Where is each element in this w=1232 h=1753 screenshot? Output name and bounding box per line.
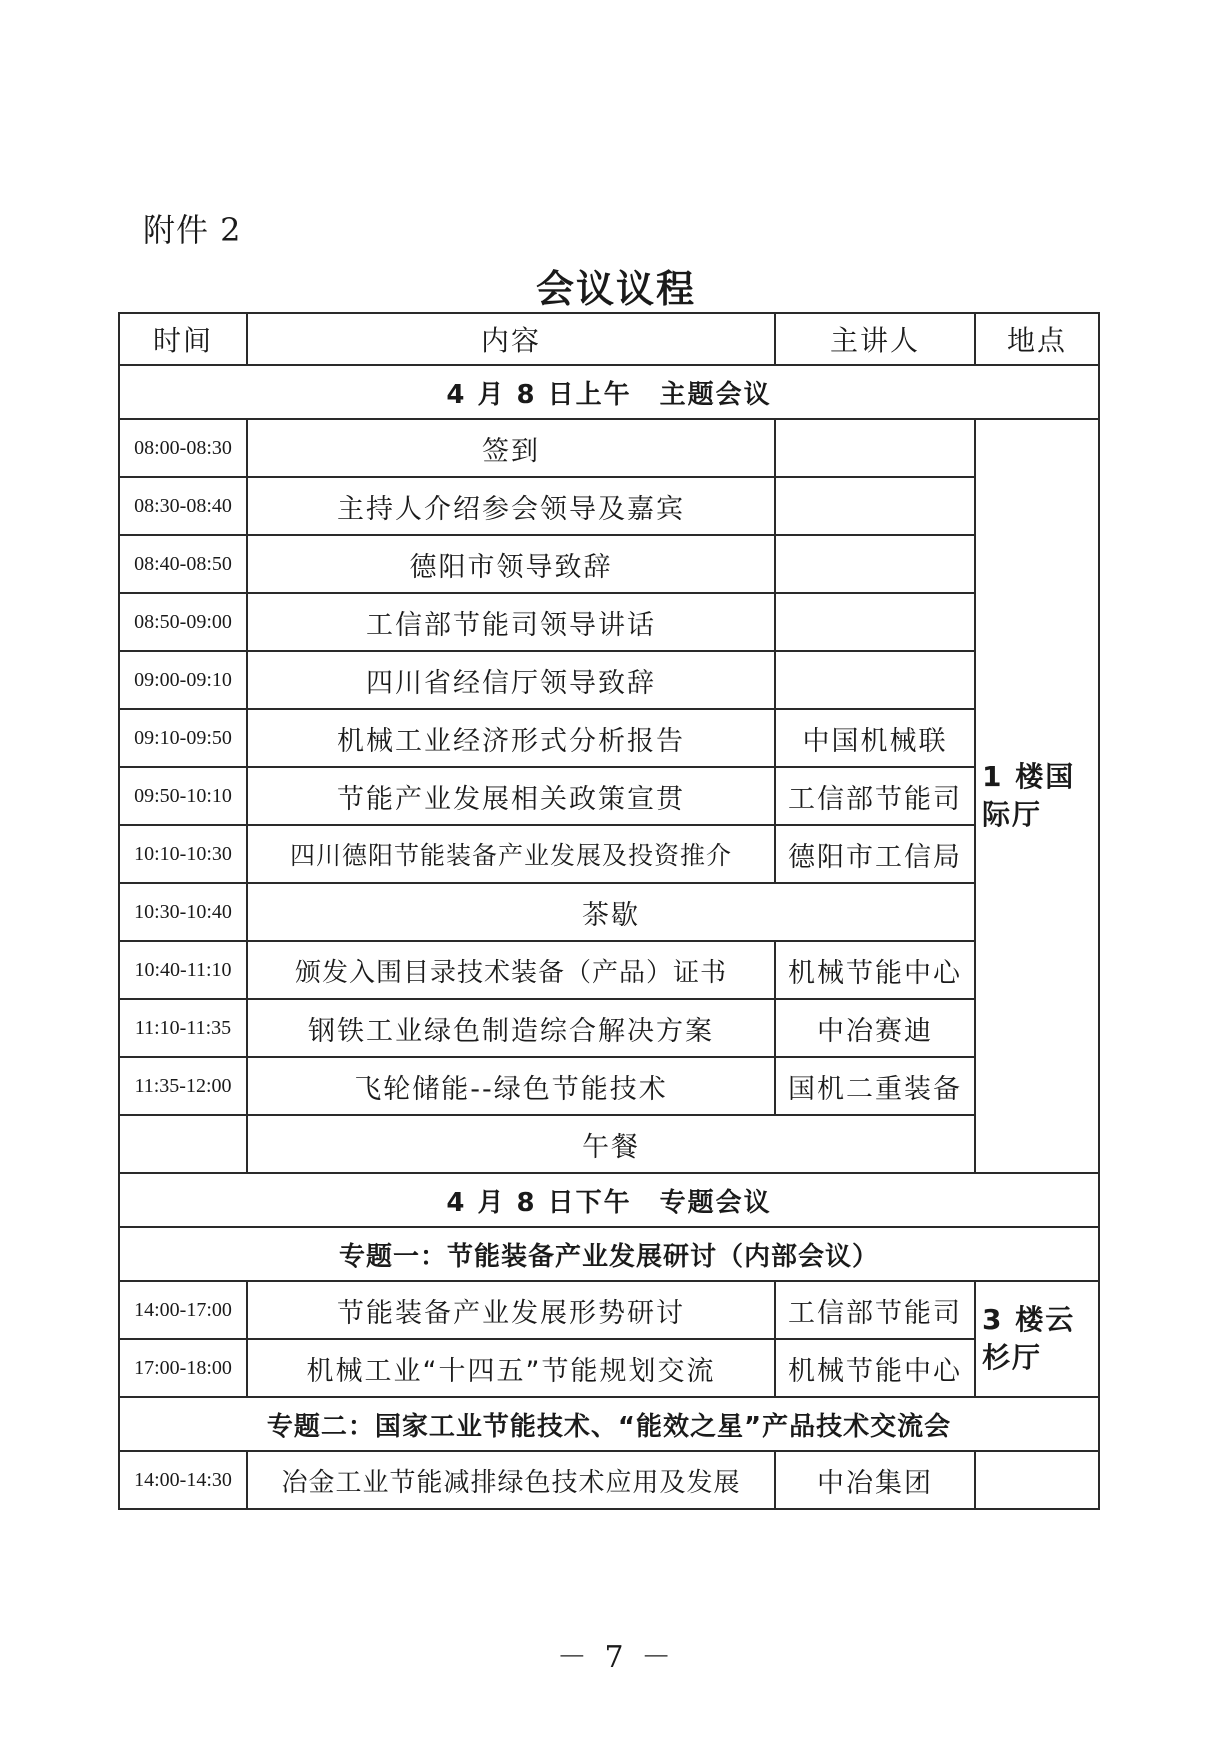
- row-content: 工信部节能司领导讲话: [247, 593, 775, 651]
- row-content: 飞轮储能--绿色节能技术: [247, 1057, 775, 1115]
- topic2-title: 专题二：国家工业节能技术、“能效之星”产品技术交流会: [119, 1397, 1099, 1451]
- row-time: 10:30-10:40: [119, 883, 247, 941]
- row-speaker: 机械节能中心: [775, 1339, 975, 1397]
- page-title: 会议议程: [535, 266, 696, 311]
- table-row: [119, 1057, 1099, 1115]
- row-speaker: 中冶赛迪: [775, 999, 975, 1057]
- topic1-venue: 3 楼云杉厅: [975, 1281, 1099, 1397]
- row-content: 钢铁工业绿色制造综合解决方案: [247, 999, 775, 1057]
- table-row: [119, 651, 1099, 709]
- table-header-row: [119, 313, 1099, 365]
- table-row: [119, 941, 1099, 999]
- table-row: [119, 1339, 1099, 1397]
- row-speaker: 机械节能中心: [775, 941, 975, 999]
- row-content: 冶金工业节能减排绿色技术应用及发展: [247, 1451, 775, 1509]
- row-time: 09:00-09:10: [119, 651, 247, 709]
- morning-section-row: [119, 365, 1099, 419]
- row-time: 08:30-08:40: [119, 477, 247, 535]
- table-row: [119, 883, 1099, 941]
- row-time: 09:50-10:10: [119, 767, 247, 825]
- lunch-row: [119, 1115, 1099, 1173]
- row-time: 11:10-11:35: [119, 999, 247, 1057]
- header-venue: 地点: [975, 313, 1099, 365]
- header-time: 时间: [119, 313, 247, 365]
- row-speaker: [775, 651, 975, 709]
- row-speaker: 国机二重装备: [775, 1057, 975, 1115]
- row-content: 四川省经信厅领导致辞: [247, 651, 775, 709]
- row-content: 颁发入围目录技术装备（产品）证书: [247, 941, 775, 999]
- row-time: 08:50-09:00: [119, 593, 247, 651]
- row-content: 四川德阳节能装备产业发展及投资推介: [247, 825, 775, 883]
- table-row: [119, 825, 1099, 883]
- row-content: 主持人介绍参会领导及嘉宾: [247, 477, 775, 535]
- topic1-row: [119, 1227, 1099, 1281]
- row-speaker: 工信部节能司: [775, 767, 975, 825]
- row-speaker: [775, 419, 975, 477]
- afternoon-section-title: 4 月 8 日下午 专题会议: [119, 1173, 1099, 1227]
- row-speaker: 中国机械联: [775, 709, 975, 767]
- table-row: [119, 1451, 1099, 1509]
- table-row: [119, 767, 1099, 825]
- attachment-label: 附件 2: [143, 211, 242, 249]
- row-content: 德阳市领导致辞: [247, 535, 775, 593]
- row-content-tea-break: 茶歇: [247, 883, 975, 941]
- morning-venue: 1 楼国际厅: [975, 419, 1099, 1173]
- table-row: [119, 419, 1099, 477]
- table-row: [119, 535, 1099, 593]
- row-venue: [975, 1451, 1099, 1509]
- row-content-lunch: 午餐: [247, 1115, 975, 1173]
- row-content: 节能装备产业发展形势研讨: [247, 1281, 775, 1339]
- row-time: 17:00-18:00: [119, 1339, 247, 1397]
- row-content: 节能产业发展相关政策宣贯: [247, 767, 775, 825]
- row-speaker: 工信部节能司: [775, 1281, 975, 1339]
- row-content: 签到: [247, 419, 775, 477]
- morning-section-title: 4 月 8 日上午 主题会议: [119, 365, 1099, 419]
- afternoon-section-row: [119, 1173, 1099, 1227]
- row-time: 08:40-08:50: [119, 535, 247, 593]
- row-time: 14:00-14:30: [119, 1451, 247, 1509]
- row-speaker: [775, 593, 975, 651]
- row-time: 08:00-08:30: [119, 419, 247, 477]
- page-number: － 7 －: [556, 1640, 676, 1675]
- row-time: 11:35-12:00: [119, 1057, 247, 1115]
- row-time-empty: [119, 1115, 247, 1173]
- row-time: 14:00-17:00: [119, 1281, 247, 1339]
- header-content: 内容: [247, 313, 775, 365]
- row-time: 10:40-11:10: [119, 941, 247, 999]
- table-row: [119, 593, 1099, 651]
- row-speaker: 中冶集团: [775, 1451, 975, 1509]
- row-time: 09:10-09:50: [119, 709, 247, 767]
- agenda-table: [118, 312, 1100, 1510]
- table-row: [119, 709, 1099, 767]
- row-speaker: [775, 477, 975, 535]
- row-speaker: [775, 535, 975, 593]
- row-content: 机械工业“十四五”节能规划交流: [247, 1339, 775, 1397]
- table-row: [119, 999, 1099, 1057]
- table-row: [119, 477, 1099, 535]
- header-speaker: 主讲人: [775, 313, 975, 365]
- row-speaker: 德阳市工信局: [775, 825, 975, 883]
- row-content: 机械工业经济形式分析报告: [247, 709, 775, 767]
- topic1-title: 专题一：节能装备产业发展研讨（内部会议）: [119, 1227, 1099, 1281]
- row-time: 10:10-10:30: [119, 825, 247, 883]
- table-row: [119, 1281, 1099, 1339]
- topic2-row: [119, 1397, 1099, 1451]
